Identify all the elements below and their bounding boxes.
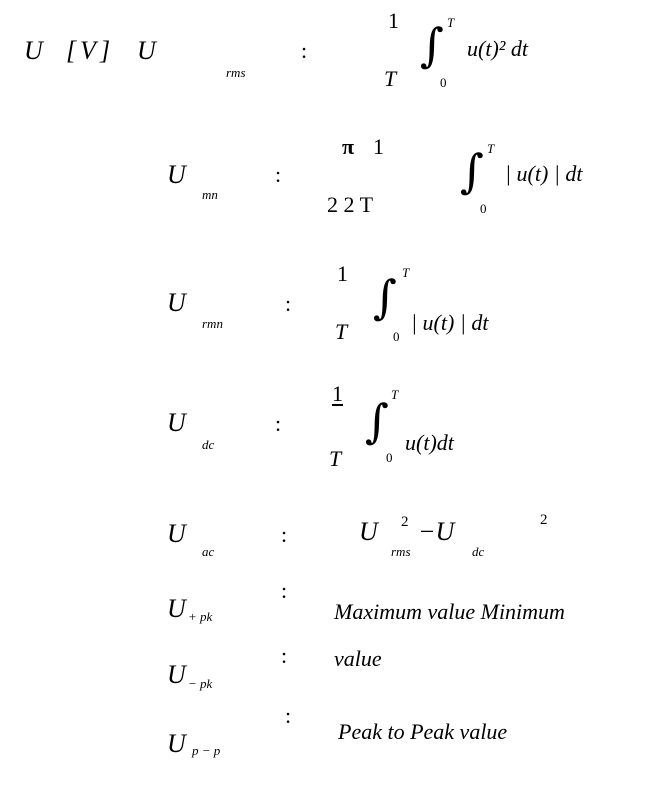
colon: : (285, 703, 292, 728)
integral-lower-limit: 0 (393, 329, 400, 344)
fraction-numerator: 1 (388, 8, 399, 33)
colon: : (281, 522, 288, 547)
fraction-numerator: 1 (332, 381, 343, 406)
description: Maximum value Minimum (334, 599, 565, 624)
subscript-rms: rms (391, 544, 411, 559)
integral-lower-limit: 0 (440, 75, 447, 90)
subscript-dc: dc (472, 544, 485, 559)
integral-upper-limit: T (391, 387, 399, 402)
exponent-two: 2 (540, 512, 548, 528)
integrand: u(t)² dt (467, 36, 528, 61)
unit-bracket-open: [ (66, 36, 77, 65)
label-u: U (167, 594, 186, 623)
integral-sign: ∫ (460, 144, 484, 198)
integral-lower-limit: 0 (480, 201, 487, 216)
label-u: U (167, 160, 186, 189)
fraction-numerator: 1 (373, 134, 384, 159)
integral-sign: ∫ (365, 394, 389, 448)
description: Peak to Peak value (338, 719, 508, 744)
subscript: p − p (192, 743, 221, 758)
integral-lower-limit: 0 (386, 450, 393, 465)
pi-symbol: π (342, 134, 355, 159)
subscript: − pk (188, 676, 213, 691)
description: value (334, 646, 382, 671)
unit-volt: V (80, 36, 96, 65)
integrand: | u(t) | dt (411, 310, 489, 335)
fraction-denominator: 2 2 T (327, 192, 374, 217)
integral-upper-limit: T (402, 265, 410, 280)
subscript: mn (202, 187, 218, 202)
fraction-denominator: T (329, 446, 342, 471)
exponent-two: 2 (401, 514, 409, 530)
integrand: u(t)dt (405, 430, 454, 455)
subscript: rmn (202, 316, 223, 331)
subscript: dc (202, 437, 215, 452)
colon: : (301, 38, 308, 63)
colon: : (281, 578, 288, 603)
term-minus-u-dc: −U (418, 517, 455, 546)
integral-sign: ∫ (420, 18, 444, 72)
fraction-denominator: T (384, 66, 397, 91)
integral-sign: ∫ (373, 270, 397, 324)
integral-upper-limit: T (447, 15, 455, 30)
colon: : (281, 643, 288, 668)
quantity-symbol: U (24, 36, 43, 65)
fraction-denominator: T (335, 319, 348, 344)
term-u-rms: U (359, 517, 378, 546)
label-u: U (137, 36, 156, 65)
subscript: rms (226, 65, 246, 80)
colon: : (275, 162, 282, 187)
colon: : (275, 411, 282, 436)
colon: : (285, 291, 292, 316)
unit-bracket-close: ] (100, 36, 111, 65)
label-u: U (167, 288, 186, 317)
label-u: U (167, 519, 186, 548)
subscript: ac (202, 544, 215, 559)
integral-upper-limit: T (487, 141, 495, 156)
fraction-numerator: 1 (337, 261, 348, 286)
label-u: U (167, 660, 186, 689)
subscript: + pk (188, 609, 213, 624)
integrand: | u(t) | dt (505, 161, 583, 186)
label-u: U (167, 408, 186, 437)
label-u: U (167, 729, 186, 758)
